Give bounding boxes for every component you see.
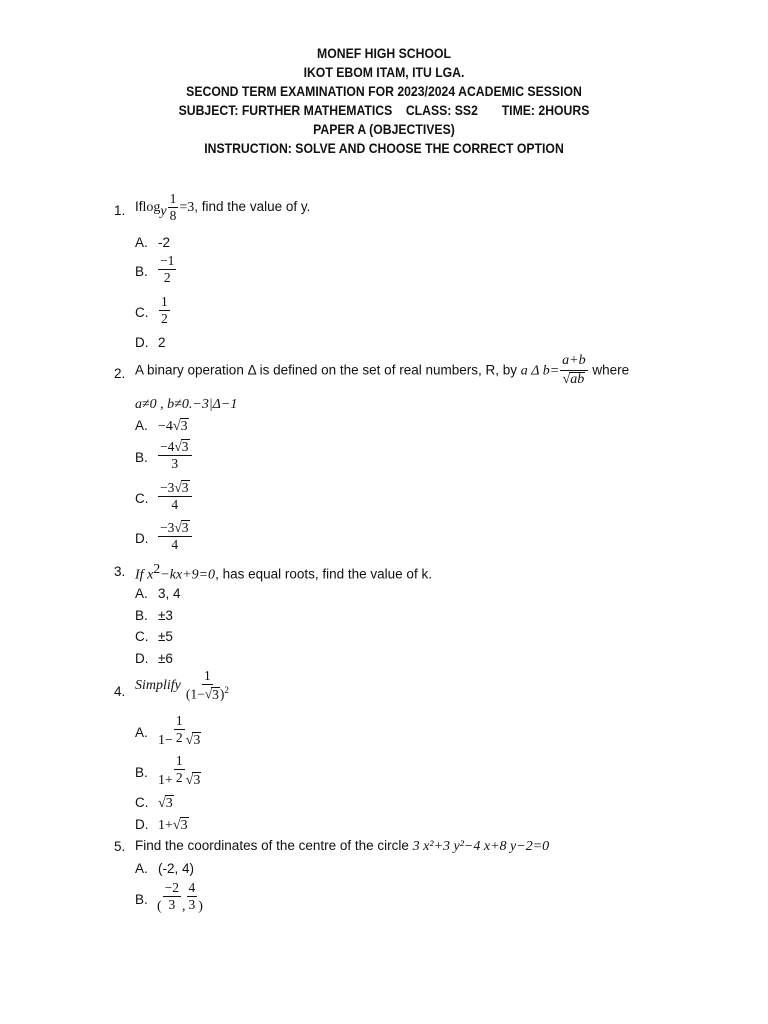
- school-name: MONEF HIGH SCHOOL: [317, 46, 451, 61]
- option-letter: C.: [135, 629, 149, 644]
- option-letter: D.: [135, 817, 149, 832]
- option-letter: C.: [135, 305, 149, 320]
- fraction-denominator: 4: [171, 497, 179, 513]
- fraction-numerator: −4: [160, 439, 175, 454]
- option-prefix: 1+: [158, 818, 173, 833]
- fraction: [159, 295, 170, 326]
- fraction-numerator: −1: [158, 254, 176, 270]
- subject-line: SUBJECT: FURTHER MATHEMATICS CLASS: SS2 TIME: 2HOURS: [178, 103, 590, 118]
- option-prefix: 1+: [158, 772, 173, 788]
- fraction: [174, 754, 185, 785]
- option-4c: [135, 795, 173, 811]
- fraction-numerator: 1: [168, 192, 179, 208]
- fraction-denominator: 3: [171, 456, 179, 472]
- fraction-numerator: 1: [202, 669, 213, 685]
- option-letter: C.: [135, 491, 149, 506]
- question-text: , has equal roots, find the value of k.: [215, 566, 432, 582]
- fraction: [168, 192, 179, 223]
- fraction: $\frac{1}{(1-√3)^2}$: [185, 668, 229, 702]
- option-text: 2: [158, 335, 166, 350]
- school-location: IKOT EBOM ITAM, ITU LGA.: [303, 65, 465, 80]
- fraction-numerator: a+b: [560, 354, 587, 371]
- fraction-denominator: 8: [169, 208, 177, 224]
- option-4a: [135, 714, 235, 750]
- option-4b: [135, 754, 235, 790]
- fraction-numerator: 4: [187, 881, 198, 897]
- option-1a: [135, 235, 171, 250]
- option-1b: [135, 254, 215, 288]
- option-radicand: 3: [180, 818, 188, 833]
- option-letter: B.: [135, 450, 148, 465]
- option-letter: A.: [135, 861, 148, 876]
- fraction: $\frac{-3√3}{4}$: [158, 520, 192, 552]
- question-number: 1.: [114, 203, 126, 218]
- question-4: [135, 669, 232, 702]
- question-number: 3.: [114, 564, 126, 579]
- fraction-denominator: 2: [175, 770, 183, 786]
- option-radicand: 3: [212, 686, 219, 702]
- math-exponent: 2: [224, 685, 229, 696]
- option-text: ±6: [158, 651, 173, 666]
- option-letter: A.: [135, 418, 148, 433]
- fraction-denominator: 2: [161, 311, 168, 327]
- question-text: Find the coordinates of the centre of the circle: [135, 838, 413, 853]
- fraction-numerator: 1: [174, 754, 185, 770]
- option-4d: [135, 817, 188, 833]
- fraction: [174, 714, 185, 745]
- fraction-denominator: 3: [168, 897, 176, 913]
- question-number: 2.: [114, 366, 126, 381]
- math-subscript: y: [160, 203, 167, 219]
- option-letter: B.: [135, 264, 148, 279]
- option-letter: B.: [135, 608, 148, 623]
- option-radicand: 3: [181, 520, 189, 535]
- option-3d: [135, 651, 173, 666]
- option-math: [157, 881, 203, 912]
- paren-open: (: [157, 898, 162, 914]
- question-1: [135, 192, 310, 223]
- option-text: (-2, 4): [158, 861, 195, 876]
- fraction-denominator: 2: [163, 270, 171, 286]
- question-text: where: [588, 362, 630, 378]
- option-1d: [135, 335, 166, 350]
- option-2d: [135, 520, 215, 556]
- math-equals: =3: [179, 200, 195, 216]
- option-1c: [135, 295, 215, 329]
- question-text: , find the value of y.: [194, 199, 311, 215]
- math-expression: −kx+9=0: [160, 567, 216, 583]
- option-radicand: 3: [180, 419, 188, 434]
- fraction: [187, 881, 198, 912]
- paper-title: PAPER A (OBJECTIVES): [313, 122, 455, 137]
- option-coef: −4: [158, 419, 173, 434]
- fraction: [158, 254, 176, 285]
- fraction-numerator: 1: [174, 714, 185, 730]
- fraction: $\frac{-4√3}{3}$: [158, 439, 192, 471]
- math-if: If: [135, 567, 148, 583]
- option-radicand: 3: [181, 439, 189, 454]
- option-letter: A.: [135, 586, 148, 601]
- option-letter: C.: [135, 795, 149, 810]
- option-3c: [135, 629, 173, 644]
- question-5: [135, 838, 549, 855]
- math-operation: a Δ b=: [520, 363, 560, 379]
- option-text: ±3: [158, 608, 173, 623]
- option-2c: [135, 480, 215, 516]
- option-radicand: 3: [181, 480, 189, 495]
- option-text: -2: [158, 235, 171, 250]
- option-letter: B.: [135, 765, 148, 780]
- option-letter: D.: [135, 335, 149, 350]
- option-radicand: 3: [165, 796, 173, 811]
- exam-title: SECOND TERM EXAMINATION FOR 2023/2024 ACADEMIC SESSION: [186, 84, 582, 99]
- math-exponent: 2: [153, 562, 161, 577]
- math-log: log: [142, 200, 161, 216]
- fraction-numerator: −2: [163, 881, 181, 897]
- fraction: $\frac{a+b}{√ab}$: [562, 353, 586, 387]
- fraction-numerator: −3: [160, 520, 175, 535]
- option-radicand: 3: [193, 772, 201, 788]
- option-2a: [135, 418, 188, 434]
- fraction: $\frac{-3√3}{4}$: [158, 480, 192, 512]
- denominator-prefix: (1−: [185, 686, 205, 702]
- option-letter: B.: [135, 892, 148, 907]
- paren-close: ): [198, 898, 203, 914]
- fraction-numerator: 1: [159, 295, 170, 311]
- comma: ,: [182, 898, 186, 914]
- math-simplify: Simplify: [135, 677, 181, 693]
- option-text: 3, 4: [158, 586, 181, 601]
- question-number: 5.: [114, 839, 126, 854]
- question-text: A binary operation Δ is defined on the set of real numbers, R, by: [135, 362, 521, 378]
- math-equation: 3 x²+3 y²−4 x+8 y−2=0: [412, 839, 550, 854]
- option-5b: [135, 881, 255, 917]
- fraction-denominator: 2: [175, 730, 183, 746]
- fraction: [163, 881, 181, 912]
- fraction-denominator: ab: [570, 371, 585, 387]
- question-number: 4.: [114, 684, 126, 699]
- option-math: −4√3: [158, 419, 188, 434]
- math-x: x: [147, 567, 154, 583]
- option-text: ±5: [158, 629, 173, 644]
- option-letter: D.: [135, 531, 149, 546]
- option-letter: D.: [135, 651, 149, 666]
- option-prefix: 1−: [158, 732, 173, 748]
- option-math: 1+ $\frac{1}{2}$ √3: [158, 753, 201, 788]
- option-3b: [135, 608, 173, 623]
- option-math: 1− $\frac{1}{2}$ √3: [158, 713, 201, 748]
- fraction-denominator: 4: [171, 537, 179, 553]
- instruction: INSTRUCTION: SOLVE AND CHOOSE THE CORRECT OPTION: [204, 141, 564, 156]
- option-math: 1+√3: [158, 818, 188, 833]
- question-2-line2: a≠0 , b≠0.−3|Δ−1: [135, 397, 238, 412]
- denominator-suffix: ): [219, 686, 225, 702]
- option-letter: A.: [135, 725, 148, 740]
- option-math: √3: [158, 796, 173, 811]
- question-2: [135, 354, 629, 387]
- option-letter: A.: [135, 235, 148, 250]
- fraction-denominator: 3: [188, 897, 196, 913]
- question-text: If: [135, 199, 143, 215]
- question-3: [135, 562, 432, 584]
- option-2b: [135, 439, 215, 475]
- fraction-numerator: −3: [160, 480, 175, 495]
- option-3a: [135, 586, 181, 601]
- option-5a: [135, 861, 195, 876]
- option-radicand: 3: [193, 732, 201, 748]
